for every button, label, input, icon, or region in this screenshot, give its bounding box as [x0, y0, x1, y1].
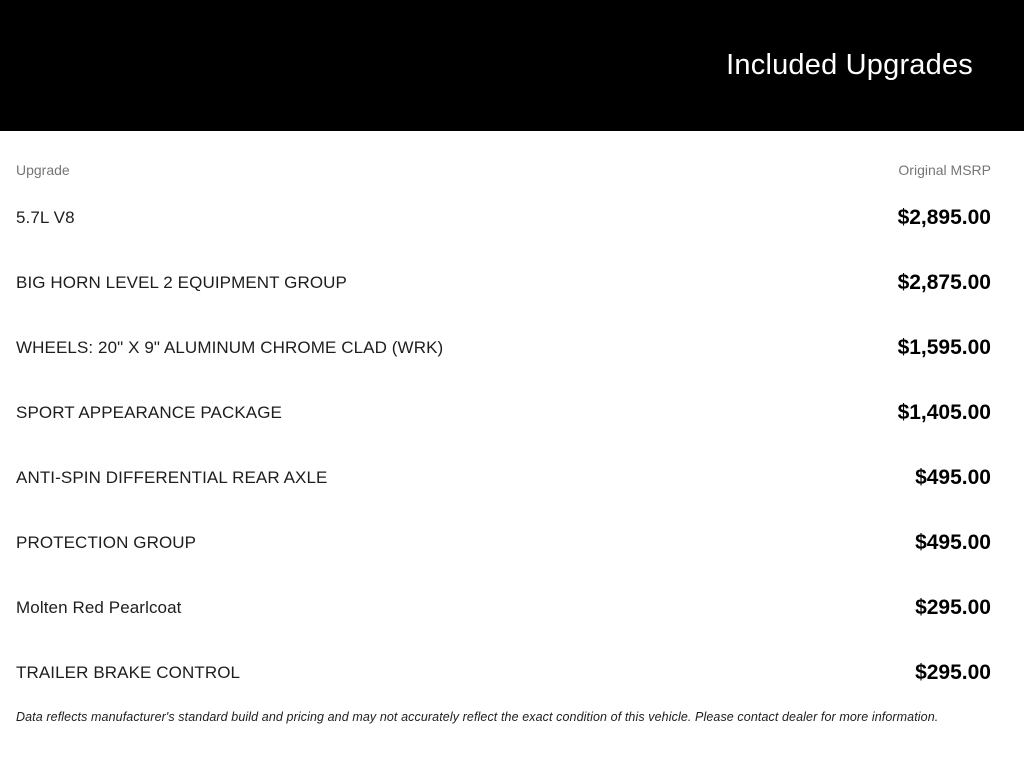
upgrade-price: $2,875.00 [897, 270, 991, 294]
upgrades-table [0, 131, 1024, 724]
upgrade-price: $495.00 [915, 530, 991, 554]
upgrade-name: WHEELS: 20" X 9" ALUMINUM CHROME CLAD (WRK) [16, 337, 444, 357]
table-header-row [16, 131, 991, 178]
table-row [16, 510, 991, 575]
upgrade-price: $295.00 [915, 660, 991, 684]
table-row [16, 640, 991, 705]
page-title: Included Upgrades [726, 49, 973, 81]
table-row [16, 575, 991, 640]
table-row [16, 315, 991, 380]
column-header-upgrade: Upgrade [16, 162, 70, 178]
table-row [16, 250, 991, 315]
upgrade-price: $495.00 [915, 465, 991, 489]
table-row [16, 445, 991, 510]
upgrade-name: ANTI-SPIN DIFFERENTIAL REAR AXLE [16, 467, 328, 487]
upgrade-name: TRAILER BRAKE CONTROL [16, 662, 241, 682]
upgrade-name: PROTECTION GROUP [16, 532, 197, 552]
upgrade-price: $2,895.00 [897, 205, 991, 229]
upgrade-name: Molten Red Pearlcoat [16, 597, 182, 617]
table-row [16, 185, 991, 250]
upgrade-name: 5.7L V8 [16, 207, 75, 227]
upgrade-price: $1,595.00 [897, 335, 991, 359]
disclaimer-text: Data reflects manufacturer's standard build and pricing and may not accurately reflect the exact condition of this vehicle. Please contact dealer for more information. [16, 710, 939, 724]
upgrade-price: $1,405.00 [897, 400, 991, 424]
table-body [16, 185, 991, 705]
upgrade-name: SPORT APPEARANCE PACKAGE [16, 402, 282, 422]
column-header-msrp: Original MSRP [898, 162, 991, 178]
table-row [16, 380, 991, 445]
page-header [0, 0, 1024, 131]
upgrade-name: BIG HORN LEVEL 2 EQUIPMENT GROUP [16, 272, 347, 292]
upgrade-price: $295.00 [915, 595, 991, 619]
